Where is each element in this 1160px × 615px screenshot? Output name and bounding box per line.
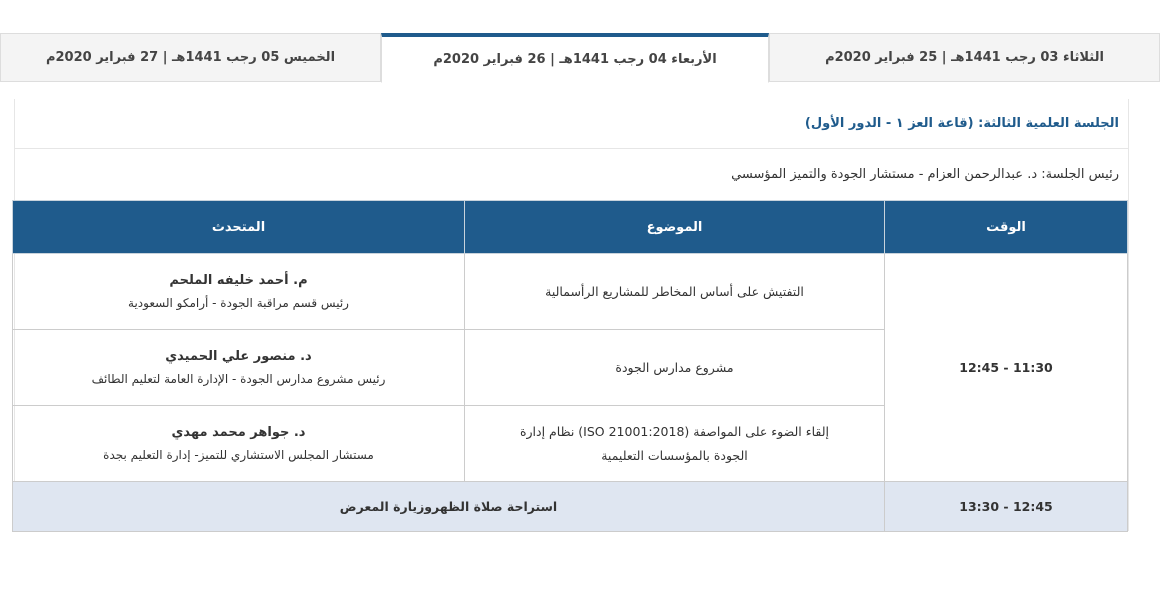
topic-text-line1: إلقاء الضوء على المواصفة (ISO 21001:2018) نظام إدارة (519, 423, 830, 439)
header-speaker: المتحدث (13, 201, 465, 254)
break-row (13, 482, 1128, 532)
topic-cell (465, 330, 885, 406)
table-row (13, 254, 1128, 330)
speaker-role: رئيس قسم مراقبة الجودة - أرامكو السعودية (128, 296, 349, 310)
speaker-cell (13, 406, 465, 482)
topic-text: مشروع مدارس الجودة (615, 359, 734, 375)
tab-thursday[interactable]: الخميس 05 رجب 1441هـ | 27 فبراير 2020م (0, 33, 381, 82)
day-tabs (0, 33, 1160, 82)
topic-cell (465, 254, 885, 330)
table-header-row (13, 201, 1128, 254)
time-slot: 11:30 - 12:45 (885, 254, 1128, 482)
session-title: الجلسة العلمية الثالثة: (قاعة العز ١ - الدور الأول) (15, 99, 1128, 149)
header-topic: الموضوع (465, 201, 885, 254)
topic-text: التفتيش على أساس المخاطر للمشاريع الرأسمالية (545, 283, 804, 299)
session-panel (14, 99, 1129, 531)
speaker-cell (13, 330, 465, 406)
speaker-role: رئيس مشروع مدارس الجودة - الإدارة العامة لتعليم الطائف (91, 372, 386, 386)
header-time: الوقت (885, 201, 1128, 254)
topic-cell (465, 406, 885, 482)
speaker-name: د. منصور علي الحميدي (165, 349, 312, 364)
speaker-name: د. جواهر محمد مهدي (171, 425, 306, 440)
topic-text-line2: الجودة بالمؤسسات التعليمية (601, 447, 748, 463)
speaker-role: مستشار المجلس الاستشاري للتميز- إدارة التعليم بجدة (103, 448, 374, 462)
tab-wednesday[interactable]: الأربعاء 04 رجب 1441هـ | 26 فبراير 2020م (381, 33, 769, 83)
schedule-table (12, 200, 1128, 532)
session-chair: رئيس الجلسة: د. عبدالرحمن العزام - مستشار الجودة والتميز المؤسسي (731, 167, 1119, 182)
break-label: استراحة صلاة الظهروزيارة المعرض (13, 482, 885, 532)
break-time: 12:45 - 13:30 (885, 482, 1128, 532)
speaker-name: م. أحمد خليفه الملحم (169, 273, 308, 288)
speaker-cell (13, 254, 465, 330)
tab-tuesday[interactable]: الثلاثاء 03 رجب 1441هـ | 25 فبراير 2020م (769, 33, 1160, 82)
